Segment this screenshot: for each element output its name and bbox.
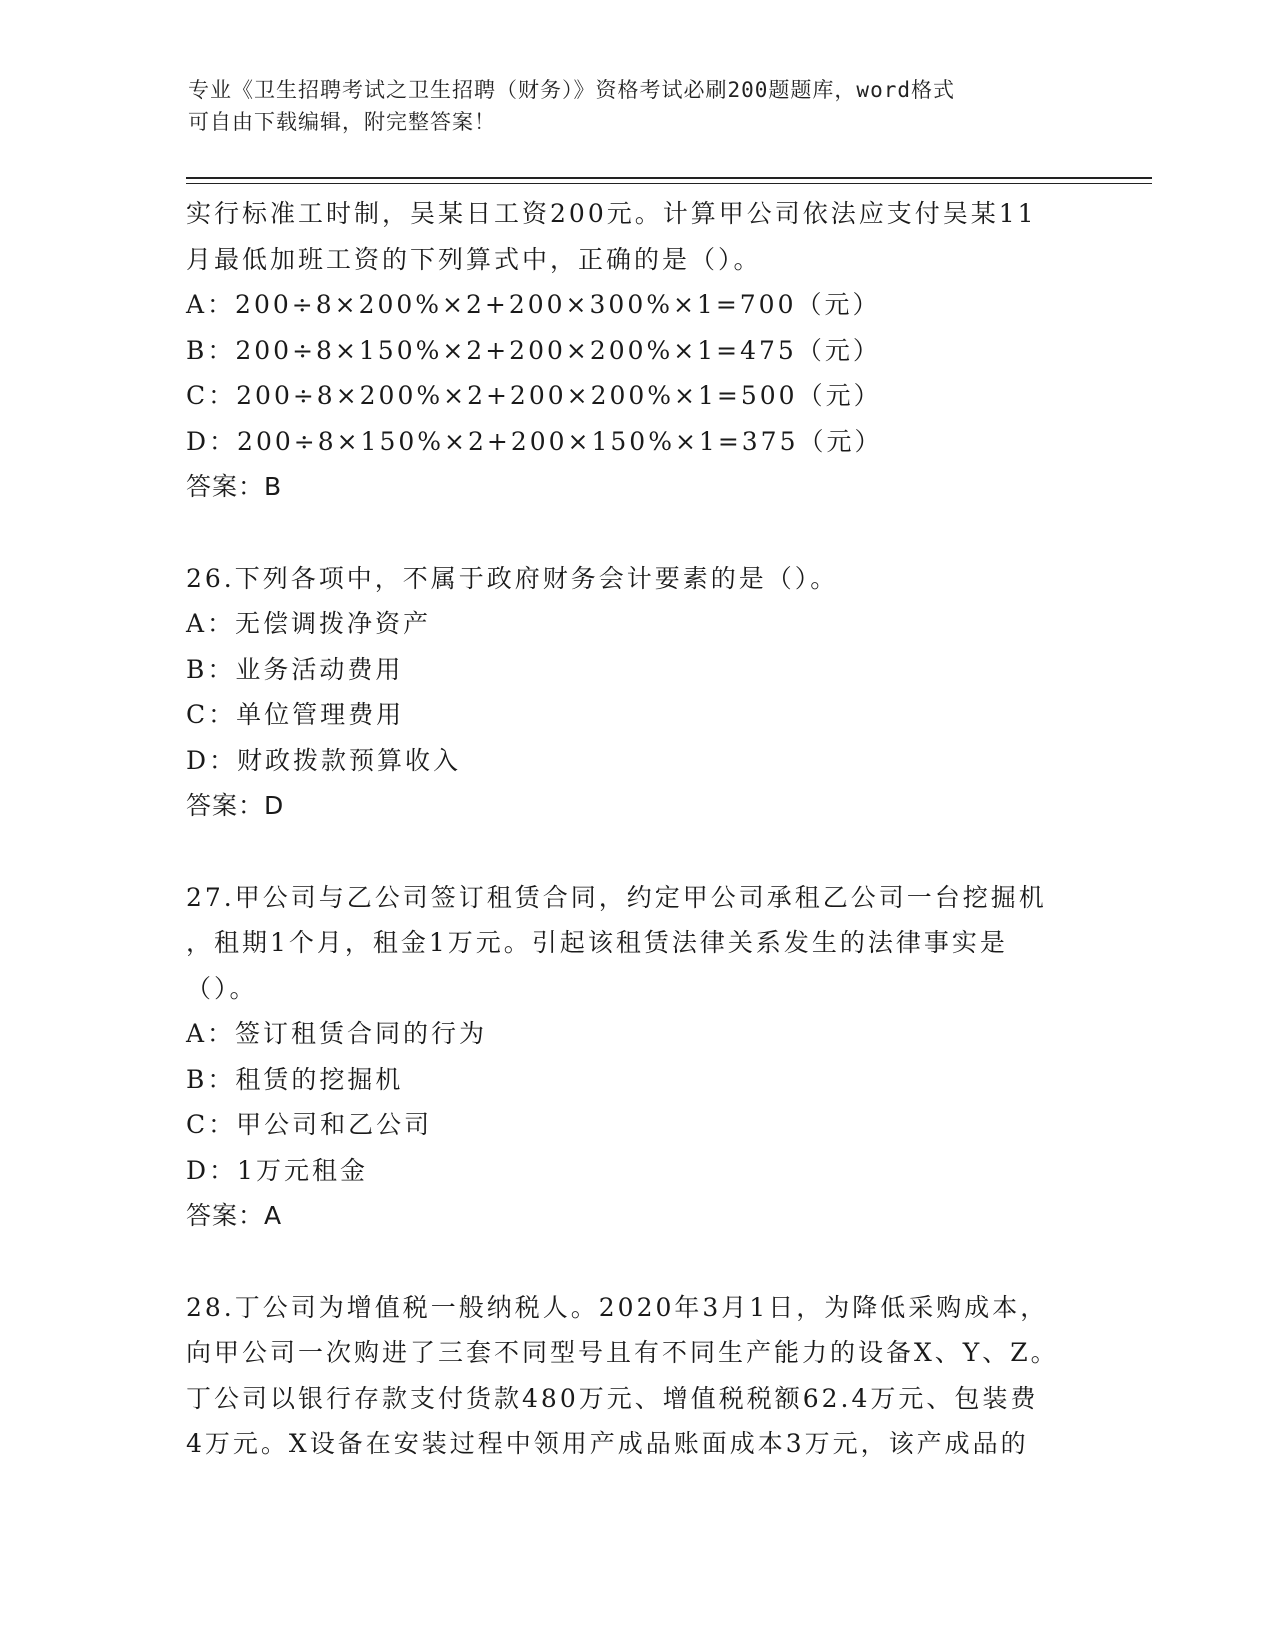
spacer [186,829,1086,875]
question-stem-line: 实行标准工时制，吴某日工资200元。计算甲公司依法应支付吴某11 [186,199,1037,228]
option-a: A：200÷8×200%×2+200×300%×1=700（元） [186,290,881,319]
question-stem-line: 28.丁公司为增值税一般纳税人。2020年3月1日，为降低采购成本， [186,1292,1049,1322]
option-b: B：业务活动费用 [186,654,404,684]
option-b: B：200÷8×150%×2+200×200%×1=475（元） [186,335,881,365]
question-stem-line: （）。 [186,973,258,1003]
question-26 [186,556,1086,829]
question-stem-line: 月最低加班工资的下列算式中，正确的是（）。 [186,244,762,274]
option-c: C：甲公司和乙公司 [186,1110,433,1139]
question-stem-line: 丁公司以银行存款支付货款480万元、增值税税额62.4万元、包装费 [186,1383,1039,1413]
question-28 [186,1285,1086,1467]
question-stem-line: 向甲公司一次购进了三套不同型号且有不同生产能力的设备X、Y、Z。 [186,1338,1059,1367]
question-stem-line: 4万元。X设备在安装过程中领用产成品账面成本3万元，该产成品的 [186,1429,1029,1458]
question-stem-line: ，租期1个月，租金1万元。引起该租赁法律关系发生的法律事实是 [186,928,1008,957]
header-line-1: 专业《卫生招聘考试之卫生招聘（财务）》资格考试必刷200题题库，word格式 [188,78,955,102]
question-stem-line: 26.下列各项中，不属于政府财务会计要素的是（）。 [186,563,839,593]
option-d: D：200÷8×150%×2+200×150%×1=375（元） [186,426,883,456]
spacer [186,1239,1086,1285]
option-d: D：1万元租金 [186,1155,368,1185]
question-stem-line: 27.甲公司与乙公司签订租赁合同，约定甲公司承租乙公司一台挖掘机 [186,882,1047,912]
option-a: A：签订租赁合同的行为 [186,1019,488,1048]
document-header [188,74,1068,138]
option-a: A：无偿调拨净资产 [186,609,432,638]
option-c: C：200÷8×200%×2+200×200%×1=500（元） [186,381,882,410]
header-divider-thin [186,183,1152,184]
answer-line: 答案：B [186,472,283,501]
answer-line: 答案：D [186,791,285,820]
option-d: D：财政拨款预算收入 [186,745,462,775]
spacer [186,510,1086,556]
option-c: C：单位管理费用 [186,700,405,729]
option-b: B：租赁的挖掘机 [186,1064,404,1094]
question-27 [186,875,1086,1239]
header-divider-thick [186,177,1152,179]
answer-line: 答案：A [186,1201,283,1230]
question-25 [186,191,1086,510]
header-line-2: 可自由下载编辑，附完整答案！ [188,110,496,134]
document-body [186,191,1086,1467]
